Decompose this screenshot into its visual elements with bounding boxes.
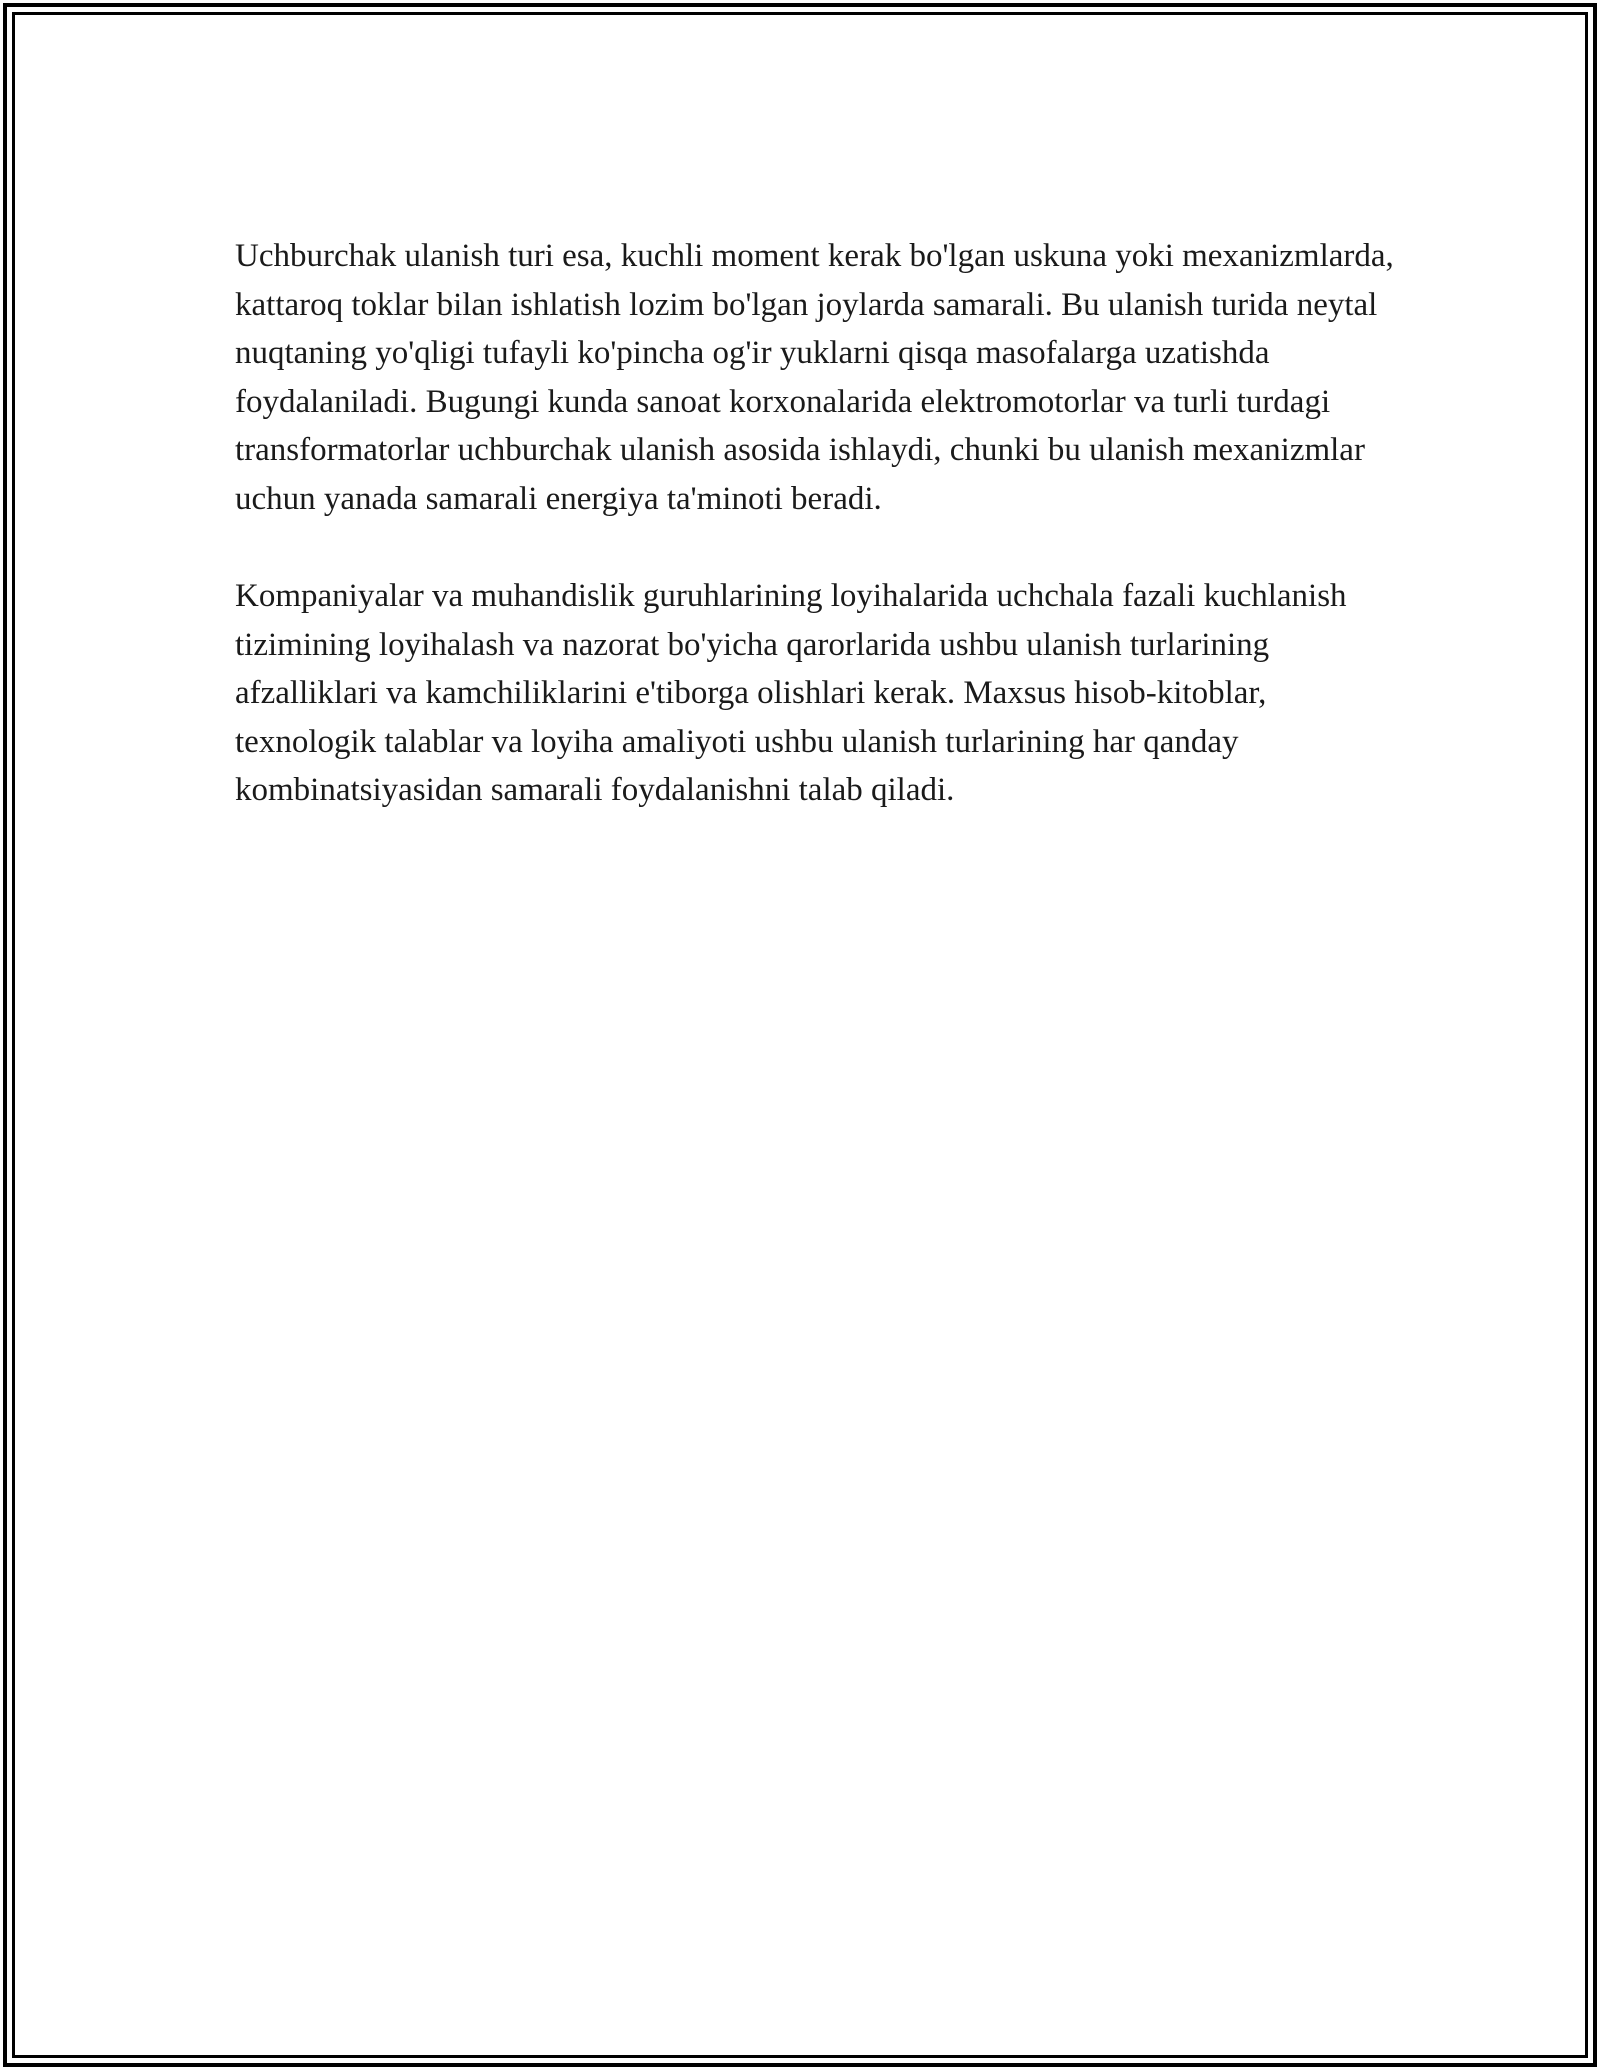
paragraph: Uchburchak ulanish turi esa, kuchli moment kerak bo'lgan uskuna yoki mexanizmlarda, kattaroq toklar bilan ishlatish lozim bo'lgan joylarda samarali. Bu ulanish turida neytal nuqtaning yo'qligi tufayli ko'pincha og'ir yuklarni qisqa masofalarga uzatishda foydalaniladi. Bugungi kunda sanoat korxonalarida elektromotorlar va turli turdagi transformatorlar uchburchak ulanish asosida ishlaydi, chunki bu ulanish mexanizmlar uchun yanada samarali energiya ta'minoti beradi.	[235, 238, 1394, 517]
paragraph: Kompaniyalar va muhandislik guruhlarining loyihalarida uchchala fazali kuchlanish tizimining loyihalash va nazorat bo'yicha qarorlarida ushbu ulanish turlarining afzalliklari va kamchiliklarini e'tiborga olishlari kerak. Maxsus hisob-kitoblar, texnologik talablar va loyiha amaliyoti ushbu ulanish turlarining har qanday kombinatsiyasidan samarali foydalanishni talab qiladi.	[235, 578, 1347, 808]
document-body	[235, 232, 1395, 815]
